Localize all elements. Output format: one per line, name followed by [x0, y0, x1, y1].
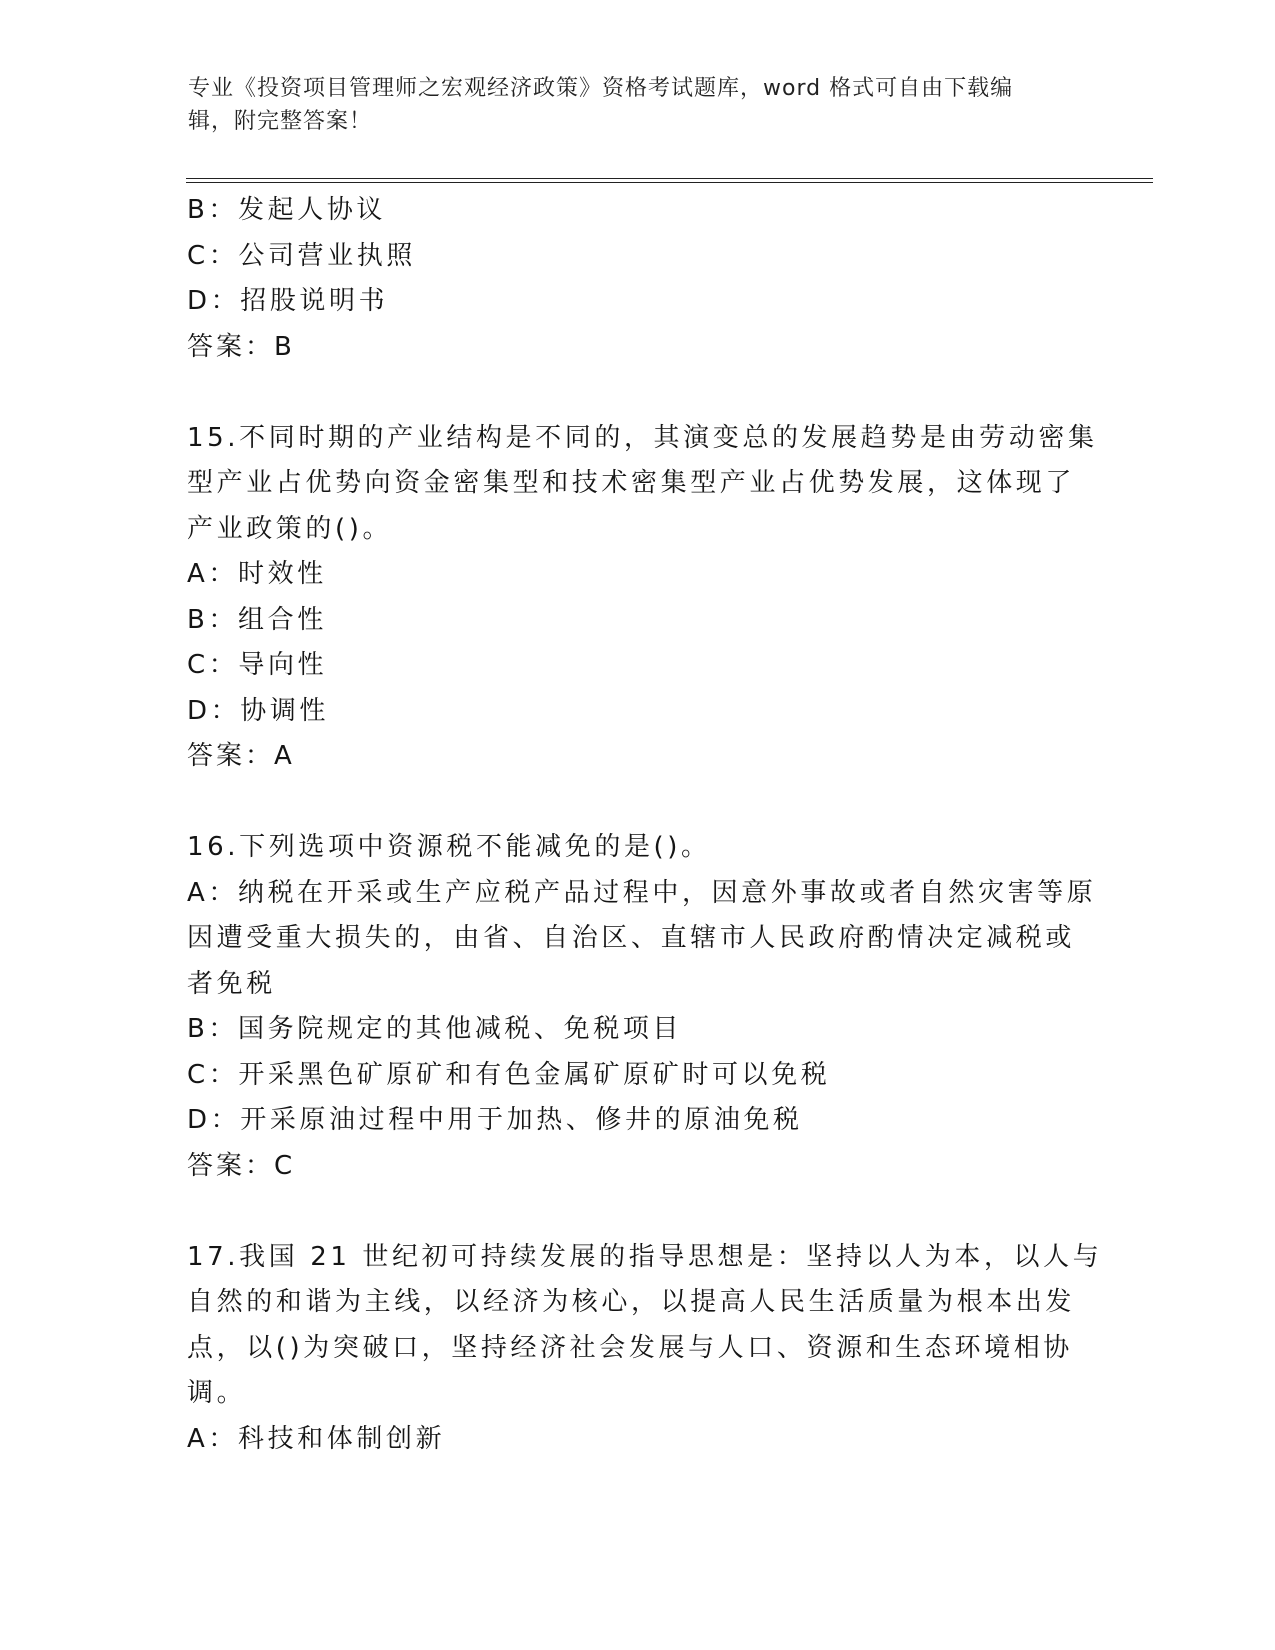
header-line-2: 辑，附完整答案！: [188, 109, 373, 134]
question-stem-line: 17.我国 21 世纪初可持续发展的指导思想是：坚持以人为本，以人与: [187, 1241, 1103, 1272]
header-divider-top: [186, 178, 1153, 179]
option-d: D：协调性: [187, 695, 330, 726]
option-a-line: 因遭受重大损失的，由省、自治区、直辖市人民政府酌情决定减税或: [187, 923, 1076, 953]
option-a: A：时效性: [187, 559, 327, 589]
question-14-continued: [187, 188, 1087, 370]
answer: 答案：B: [187, 331, 295, 362]
question-stem-line: 自然的和谐为主线，以经济为核心，以提高人民生活质量为根本出发: [187, 1287, 1076, 1317]
question-stem-line: 调。: [187, 1378, 247, 1408]
question-15: [187, 416, 1098, 780]
option-b: B：发起人协议: [187, 195, 387, 225]
option-a: A：科技和体制创新: [187, 1423, 446, 1454]
option-b: B：国务院规定的其他减税、免税项目: [187, 1014, 683, 1044]
question-17: [187, 1235, 1103, 1463]
option-a-line: A：纳税在开采或生产应税产品过程中，因意外事故或者自然灾害等原: [187, 877, 1097, 908]
option-d: D：开采原油过程中用于加热、修井的原油免税: [187, 1105, 803, 1135]
option-c: C：导向性: [187, 650, 328, 680]
question-spacer: [187, 780, 1087, 826]
option-c: C：公司营业执照: [187, 240, 416, 271]
question-16: [187, 825, 1097, 1189]
answer: 答案：A: [187, 741, 295, 771]
question-stem-line: 15.不同时期的产业结构是不同的，其演变总的发展趋势是由劳动密集: [187, 422, 1098, 453]
option-a-line: 者免税: [187, 968, 276, 999]
question-stem-line: 型产业占优势向资金密集型和技术密集型产业占优势发展，这体现了: [187, 468, 1076, 498]
option-b: B：组合性: [187, 604, 327, 635]
answer: 答案：C: [187, 1150, 296, 1181]
question-stem-line: 点，以()为突破口，坚持经济社会发展与人口、资源和生态环境相协: [187, 1332, 1073, 1363]
document-header: [188, 72, 1088, 138]
header-divider-bottom: [186, 182, 1153, 183]
option-d: D：招股说明书: [187, 286, 389, 316]
question-stem-line: 产业政策的()。: [187, 513, 393, 544]
question-spacer: [187, 370, 1087, 416]
document-body: [187, 188, 1103, 1462]
question-stem-line: 16.下列选项中资源税不能减免的是()。: [187, 832, 711, 862]
option-c: C：开采黑色矿原矿和有色金属矿原矿时可以免税: [187, 1059, 831, 1090]
header-line-1: 专业《投资项目管理师之宏观经济政策》资格考试题库，word 格式可自由下载编: [188, 76, 1014, 101]
question-spacer: [187, 1189, 1087, 1235]
